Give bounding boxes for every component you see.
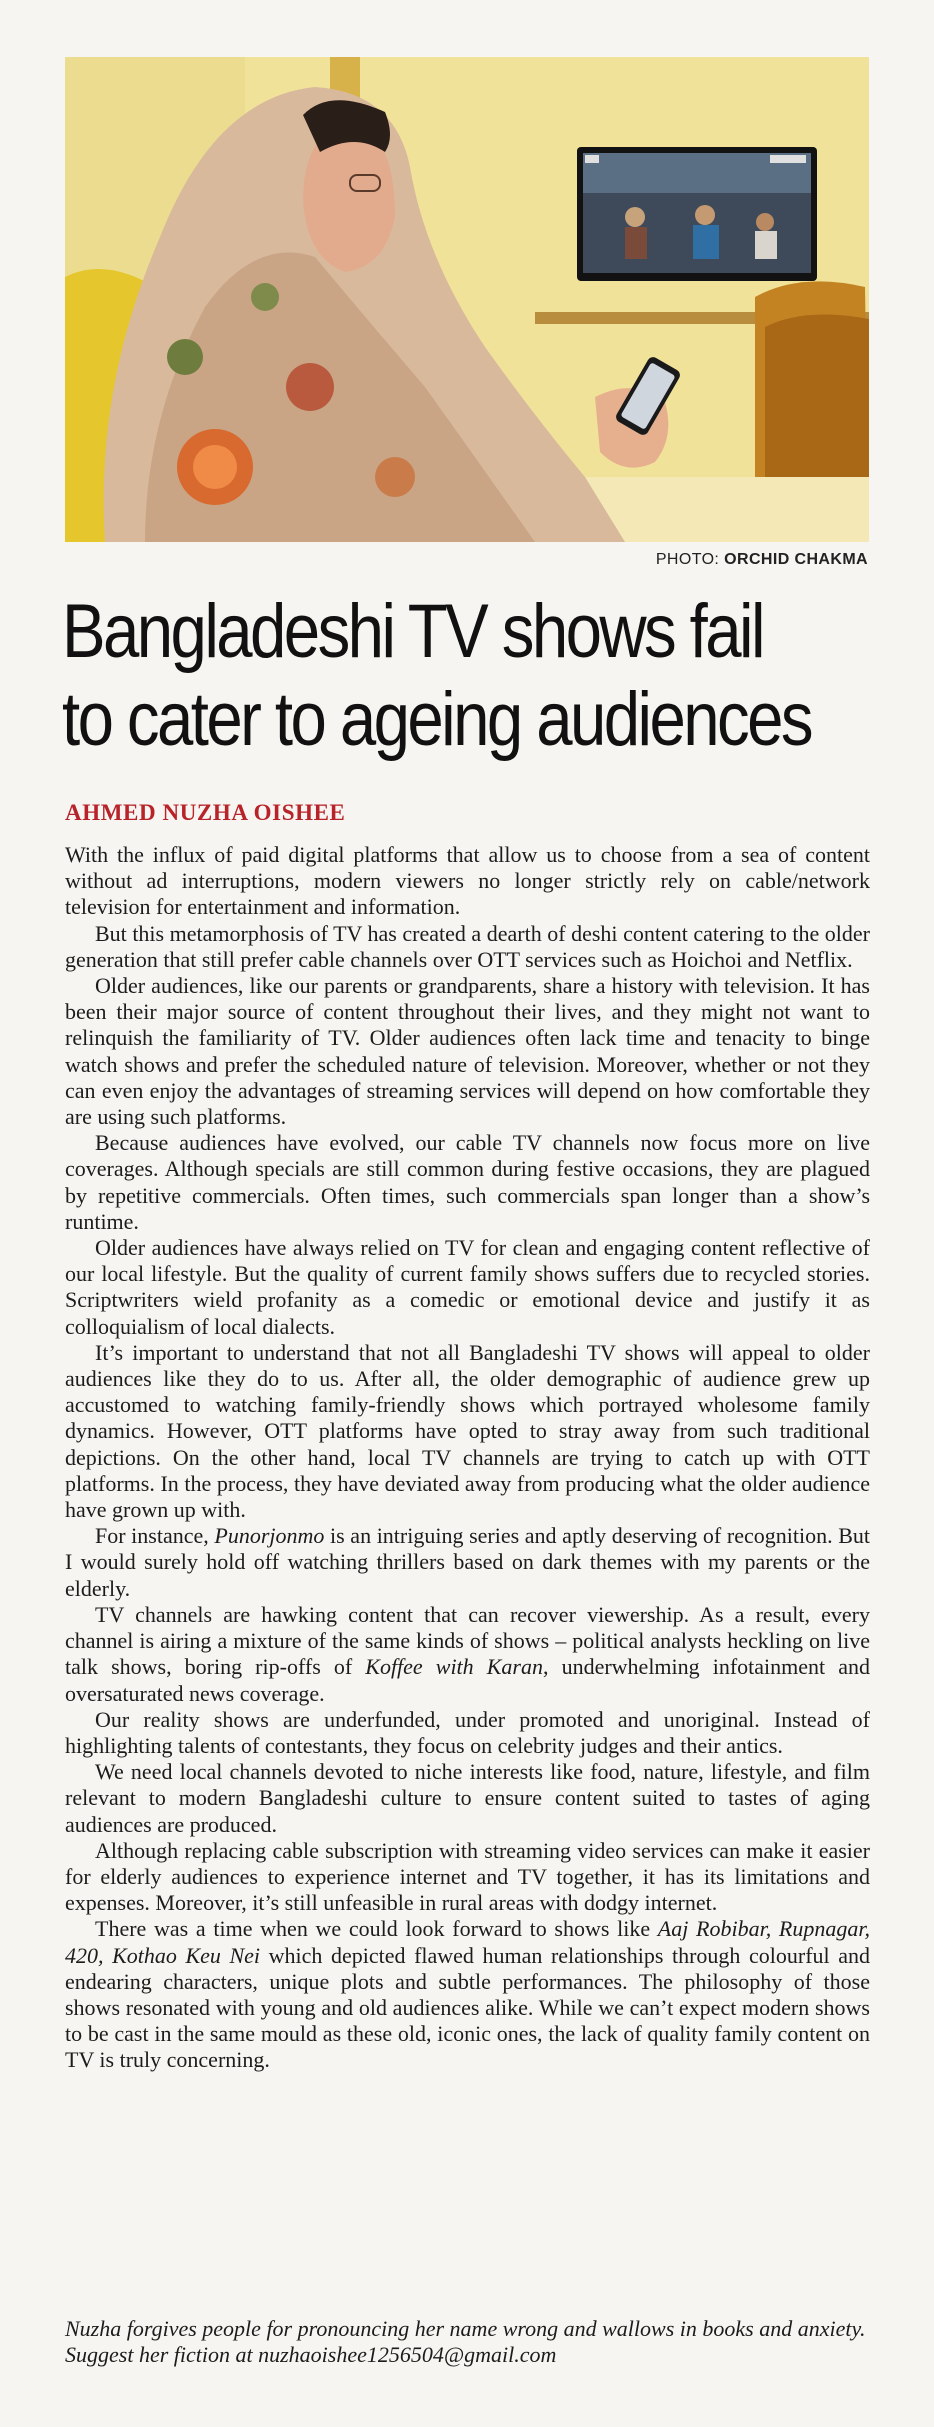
article-paragraph <box>65 1235 870 1340</box>
paragraph-text: , underwhelming infotainment and oversaturated news coverage. <box>65 1654 871 1706</box>
paragraph-text: It’s important to understand that not all Bangladeshi TV shows will appeal to older audiences like they do to us. After all, the older demographic of audience grew up accustomed to watching family-friendly shows which portrayed wholesome family dynamics. However, OTT platforms have opted to stray away from such traditional depictions. On the other hand, local TV channels are trying to catch up with OTT platforms. In the process, they have deviated away from producing what the older audience have grown up with. <box>65 1339 870 1523</box>
byline: AHMED NUZHA OISHEE <box>65 800 346 825</box>
article-paragraph <box>65 973 870 1130</box>
paragraph-text: Although replacing cable subscription with streaming video services can make it easier for elderly audiences to experience internet and TV together, it has its limitations and expenses. Moreover, it’s still unfeasible in rural areas with dodgy internet. <box>65 1837 870 1916</box>
article-paragraph <box>65 1340 870 1523</box>
headline-line-2: to cater to ageing audiences <box>62 677 811 762</box>
paragraph-text: But this metamorphosis of TV has created a dearth of deshi content catering to the older generation that still prefer cable channels over OTT services such as Hoichoi and Netflix. <box>65 920 870 972</box>
article-paragraph <box>65 1602 870 1707</box>
article-paragraph <box>65 1759 870 1838</box>
article-paragraph <box>65 1707 870 1759</box>
headline-line-1: Bangladeshi TV shows fail <box>62 589 763 674</box>
article-paragraph <box>65 842 870 921</box>
article-paragraph <box>65 1838 870 1917</box>
author-note: Nuzha forgives people for pronouncing her name wrong and wallows in books and anxiety. Suggest her fiction at nuzhaoishee1256504@gmail.com <box>65 2316 866 2368</box>
article-paragraph <box>65 1523 870 1602</box>
italic-title: Koffee with Karan <box>365 1654 543 1680</box>
photo-illustration <box>65 57 869 542</box>
italic-title: Punorjonmo <box>214 1523 325 1549</box>
paragraph-text: Older audiences have always relied on TV for clean and engaging content reflective of our local lifestyle. But the quality of current family shows suffers due to recycled stories. Scriptwriters wield profanity as a comedic or emotional device and justify it as colloquialism of local dialects. <box>65 1235 870 1339</box>
paragraph-text: Our reality shows are underfunded, under promoted and unoriginal. Instead of highlighting talents of contestants, they focus on celebrity judges and their antics. <box>65 1706 870 1758</box>
photo-credit-name: ORCHID CHAKMA <box>724 551 868 568</box>
article-paragraph <box>65 1130 870 1235</box>
article-photo <box>65 57 869 542</box>
paragraph-text: which depicted flawed human relationships through colourful and endearing characters, unique plots and subtle performances. The philosophy of those shows resonated with young and old audiences alike. While we can’t expect modern shows to be cast in the same mould as these old, iconic ones, the lack of quality family content on TV is truly concerning. <box>65 1942 870 2073</box>
paragraph-text: For instance, <box>95 1523 215 1549</box>
paragraph-text: Because audiences have evolved, our cable TV channels now focus more on live coverages. Although specials are still common during festive occasions, they are plagued by repetitive commercials. Often times, such commercials span longer than a show’s runtime. <box>65 1130 870 1234</box>
paragraph-text: There was a time when we could look forward to shows like <box>95 1916 658 1942</box>
article-paragraph <box>65 1916 870 2073</box>
paragraph-text: We need local channels devoted to niche interests like food, nature, lifestyle, and film relevant to modern Bangladeshi culture to ensure content suited to tastes of aging audiences are produced. <box>65 1759 870 1837</box>
photo-credit-label: PHOTO: <box>655 551 720 568</box>
paragraph-text: is an intriguing series and aptly deserving of recognition. But I would surely hold off watching thrillers based on dark themes with my parents or the elderly. <box>65 1523 870 1601</box>
photo-credit <box>656 551 868 569</box>
italic-title: Aaj Robibar, Rupnagar, 420, Kothao Keu Nei <box>65 1916 870 1968</box>
paragraph-text: TV channels are hawking content that can recover viewership. As a result, every channel is airing a mixture of the same kinds of shows – political analysts heckling on live talk shows, boring rip-offs of <box>65 1601 870 1680</box>
article-body <box>65 842 870 2074</box>
headline <box>62 588 811 764</box>
paragraph-text: With the influx of paid digital platforms that allow us to choose from a sea of content without ad interruptions, modern viewers no longer strictly rely on cable/network television for entertainment and information. <box>65 842 870 920</box>
article-paragraph <box>65 921 870 973</box>
paragraph-text: Older audiences, like our parents or grandparents, share a history with television. It has been their major source of content throughout their lives, and they might not want to relinquish the familiarity of TV. Older audiences often lack time and tenacity to binge watch shows and prefer the scheduled nature of television. Moreover, whether or not they can even enjoy the advantages of streaming services will depend on how comfortable they are using such platforms. <box>65 973 870 1130</box>
